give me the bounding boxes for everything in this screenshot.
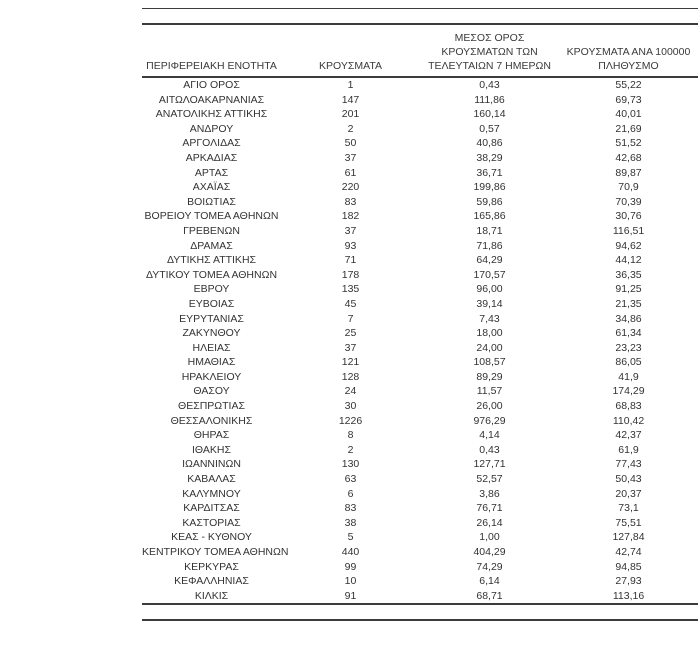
col-header-per100k: [559, 45, 698, 73]
cell-avg7: 64,29: [476, 254, 503, 267]
table-row: [142, 195, 698, 210]
cell-avg7: 26,00: [476, 400, 503, 413]
col-header-avg7-line3: ΤΕΛΕΥΤΑΙΩΝ 7 ΗΜΕΡΩΝ: [428, 60, 551, 72]
cell-cases: 37: [344, 151, 357, 164]
cell-cases: 2: [347, 443, 354, 456]
cell-per100k: 21,69: [615, 122, 642, 135]
cell-cases: 130: [341, 458, 360, 471]
col-header-per100k-line1: ΚΡΟΥΣΜΑΤΑ ΑΝΑ 100000: [566, 46, 691, 58]
cell-region: ΑΙΤΩΛΟΑΚΑΡΝΑΝΙΑΣ: [158, 93, 265, 106]
cell-cases: 128: [341, 370, 360, 383]
table-row: [142, 282, 698, 297]
cell-region: ΔΥΤΙΚΟΥ ΤΟΜΕΑ ΑΘΗΝΩΝ: [145, 268, 278, 281]
table-row: [142, 370, 698, 385]
cell-region: ΕΒΡΟΥ: [193, 283, 230, 296]
cell-cases: 121: [341, 356, 360, 369]
cell-cases: 201: [341, 108, 360, 121]
bottom-rule-gap: [142, 605, 698, 619]
cell-cases: 38: [344, 516, 357, 529]
cell-per100k: 70,39: [615, 195, 642, 208]
cell-per100k: 86,05: [615, 356, 642, 369]
cell-per100k: 21,35: [615, 297, 642, 310]
col-header-avg7-line2: ΚΡΟΥΣΜΑΤΩΝ ΤΩΝ: [441, 46, 538, 58]
cell-per100k: 68,83: [615, 400, 642, 413]
cell-cases: 2: [347, 122, 354, 135]
cell-avg7: 40,86: [476, 137, 503, 150]
cell-region: ΑΝΑΤΟΛΙΚΗΣ ΑΤΤΙΚΗΣ: [155, 108, 268, 121]
cell-region: ΚΑΛΥΜΝΟΥ: [182, 487, 241, 500]
cell-avg7: 7,43: [479, 312, 500, 325]
table-row: [142, 136, 698, 151]
cell-cases: 24: [344, 385, 357, 398]
cell-avg7: 24,00: [476, 341, 503, 354]
cell-avg7: 52,57: [476, 473, 503, 486]
cell-avg7: 1,00: [479, 531, 500, 544]
cell-region: ΔΥΤΙΚΗΣ ΑΤΤΙΚΗΣ: [166, 254, 257, 267]
cell-per100k: 30,76: [615, 210, 642, 223]
cell-per100k: 40,01: [615, 108, 642, 121]
cell-cases: 93: [344, 239, 357, 252]
cell-avg7: 18,71: [476, 224, 503, 237]
table-row: [142, 501, 698, 516]
table-row: [142, 384, 698, 399]
cell-cases: 220: [341, 181, 360, 194]
cell-cases: 45: [344, 297, 357, 310]
cell-region: ΕΥΒΟΙΑΣ: [188, 297, 235, 310]
cell-per100k: 27,93: [615, 575, 642, 588]
cell-avg7: 18,00: [476, 327, 503, 340]
cell-region: ΓΡΕΒΕΝΩΝ: [183, 224, 240, 237]
cell-region: ΑΡΚΑΔΙΑΣ: [185, 151, 238, 164]
cell-avg7: 0,57: [479, 122, 500, 135]
cell-cases: 61: [344, 166, 357, 179]
table-row: [142, 545, 698, 560]
cell-region: ΔΡΑΜΑΣ: [190, 239, 233, 252]
cell-per100k: 127,84: [612, 531, 645, 544]
cell-avg7: 11,57: [476, 385, 503, 398]
cell-avg7: 127,71: [473, 458, 506, 471]
table-header-row: [142, 25, 698, 76]
table-row: [142, 487, 698, 502]
cell-region: ΑΝΔΡΟΥ: [189, 122, 234, 135]
cell-avg7: 3,86: [479, 487, 500, 500]
cell-per100k: 110,42: [612, 414, 645, 427]
table-row: [142, 224, 698, 239]
cell-avg7: 0,43: [479, 79, 500, 91]
cell-avg7: 108,57: [473, 356, 506, 369]
cell-per100k: 41,9: [618, 370, 639, 383]
table-row: [142, 151, 698, 166]
table-row: [142, 312, 698, 327]
cell-per100k: 77,43: [615, 458, 642, 471]
cell-avg7: 26,14: [476, 516, 503, 529]
cell-region: ΑΧΑΪΑΣ: [192, 181, 231, 194]
table-row: [142, 574, 698, 589]
cell-per100k: 94,62: [615, 239, 642, 252]
table-row: [142, 472, 698, 487]
cell-per100k: 61,9: [618, 443, 639, 456]
cell-cases: 25: [344, 327, 357, 340]
cell-cases: 178: [341, 268, 360, 281]
table-row: [142, 560, 698, 575]
cell-cases: 71: [344, 254, 357, 267]
cell-cases: 135: [341, 283, 360, 296]
table-row: [142, 516, 698, 531]
cell-per100k: 116,51: [612, 224, 645, 237]
table-row: [142, 399, 698, 414]
cell-region: ΚΕΝΤΡΙΚΟΥ ΤΟΜΕΑ ΑΘΗΝΩΝ: [142, 546, 289, 558]
cell-cases: 10: [344, 575, 357, 588]
cell-avg7: 59,86: [476, 195, 503, 208]
cell-avg7: 111,86: [474, 93, 505, 106]
cell-avg7: 38,29: [476, 151, 503, 164]
table-row: [142, 93, 698, 108]
cell-avg7: 89,29: [476, 370, 503, 383]
cell-region: ΚΙΛΚΙΣ: [194, 589, 229, 602]
cell-avg7: 74,29: [476, 560, 503, 573]
cell-cases: 5: [347, 531, 354, 544]
cell-avg7: 0,43: [479, 443, 500, 456]
cell-region: ΑΡΓΟΛΙΔΑΣ: [182, 137, 241, 150]
cell-per100k: 36,35: [615, 268, 642, 281]
col-header-per100k-line2: ΠΛΗΘΥΣΜΟ: [598, 60, 659, 72]
cell-region: ΗΜΑΘΙΑΣ: [187, 356, 236, 369]
table-row: [142, 530, 698, 545]
cell-region: ΘΕΣΣΑΛΟΝΙΚΗΣ: [170, 414, 253, 427]
cell-region: ΙΩΑΝΝΙΝΩΝ: [182, 458, 241, 471]
cell-per100k: 91,25: [615, 283, 642, 296]
cell-per100k: 69,73: [615, 93, 642, 106]
cell-region: ΗΡΑΚΛΕΙΟΥ: [181, 370, 242, 383]
cell-cases: 6: [347, 487, 354, 500]
cell-per100k: 55,22: [615, 79, 642, 91]
table-row: [142, 589, 698, 604]
cell-avg7: 6,14: [479, 575, 500, 588]
cell-region: ΚΑΡΔΙΤΣΑΣ: [183, 502, 240, 515]
cell-cases: 83: [344, 195, 357, 208]
cell-per100k: 73,1: [618, 502, 639, 515]
cell-per100k: 174,29: [612, 385, 645, 398]
cell-region: ΕΥΡΥΤΑΝΙΑΣ: [179, 312, 244, 325]
cell-cases: 182: [341, 210, 360, 223]
top-rule-gap: [142, 9, 698, 23]
table-row: [142, 78, 698, 93]
table-row: [142, 180, 698, 195]
cell-avg7: 68,71: [476, 589, 503, 602]
cell-per100k: 50,43: [615, 473, 642, 486]
bottom-outer-rule: [142, 619, 698, 621]
cell-per100k: 23,23: [615, 341, 642, 354]
col-header-avg7: [420, 31, 559, 73]
cell-per100k: 51,52: [615, 137, 642, 150]
cell-region: ΒΟΡΕΙΟΥ ΤΟΜΕΑ ΑΘΗΝΩΝ: [144, 210, 279, 223]
cell-cases: 7: [347, 312, 354, 325]
cell-avg7: 160,14: [473, 108, 506, 121]
cell-per100k: 44,12: [615, 254, 642, 267]
table-row: [142, 268, 698, 283]
cell-avg7: 4,14: [479, 429, 500, 442]
cell-cases: 440: [341, 546, 360, 558]
cell-per100k: 70,9: [618, 181, 639, 194]
table-row: [142, 209, 698, 224]
cell-avg7: 39,14: [476, 297, 503, 310]
col-header-cases: [281, 59, 420, 73]
cell-cases: 91: [344, 589, 357, 602]
table-row: [142, 428, 698, 443]
table-row: [142, 166, 698, 181]
cell-cases: 30: [344, 400, 357, 413]
cell-region: ΚΕΦΑΛΛΗΝΙΑΣ: [174, 575, 249, 588]
cell-avg7: 96,00: [476, 283, 503, 296]
cell-cases: 50: [344, 137, 357, 150]
regional-cases-table: [142, 8, 698, 621]
cell-avg7: 199,86: [473, 181, 506, 194]
cell-region: ΑΡΤΑΣ: [194, 166, 229, 179]
cell-region: ΘΑΣΟΥ: [193, 385, 230, 398]
cell-region: ΘΕΣΠΡΩΤΙΑΣ: [178, 400, 245, 413]
table-row: [142, 297, 698, 312]
cell-region: ΘΗΡΑΣ: [193, 429, 230, 442]
cell-region: ΚΕΑΣ - ΚΥΘΝΟΥ: [171, 531, 252, 544]
cell-avg7: 170,57: [473, 268, 506, 281]
cell-cases: 37: [344, 341, 357, 354]
table-row: [142, 107, 698, 122]
cell-avg7: 36,71: [476, 166, 503, 179]
table-row: [142, 414, 698, 429]
cell-per100k: 89,87: [615, 166, 642, 179]
cell-per100k: 42,68: [615, 151, 642, 164]
cell-avg7: 404,29: [473, 546, 506, 558]
cell-region: ΑΓΙΟ ΟΡΟΣ: [183, 79, 240, 91]
cell-region: ΚΕΡΚΥΡΑΣ: [184, 560, 239, 573]
cell-cases: 147: [341, 93, 360, 106]
cell-region: ΖΑΚΥΝΘΟΥ: [182, 327, 241, 340]
cell-region: ΗΛΕΙΑΣ: [192, 341, 231, 354]
cell-cases: 83: [344, 502, 357, 515]
cell-cases: 8: [347, 429, 354, 442]
col-header-cases-line: ΚΡΟΥΣΜΑΤΑ: [319, 60, 382, 72]
table-body: [142, 78, 698, 603]
cell-per100k: 42,74: [615, 546, 642, 558]
cell-avg7: 76,71: [476, 502, 503, 515]
cell-cases: 1: [347, 79, 354, 91]
cell-cases: 1226: [338, 414, 363, 427]
cell-per100k: 61,34: [615, 327, 642, 340]
table-row: [142, 326, 698, 341]
cell-avg7: 165,86: [473, 210, 506, 223]
table-row: [142, 253, 698, 268]
table-row: [142, 443, 698, 458]
cell-per100k: 113,16: [612, 589, 645, 602]
cell-cases: 99: [344, 560, 357, 573]
col-header-region: [142, 59, 281, 73]
table-row: [142, 355, 698, 370]
cell-per100k: 94,85: [615, 560, 642, 573]
cell-cases: 37: [344, 224, 357, 237]
cell-avg7: 71,86: [476, 239, 503, 252]
cell-region: ΙΘΑΚΗΣ: [192, 443, 231, 456]
cell-region: ΚΑΣΤΟΡΙΑΣ: [182, 516, 241, 529]
table-row: [142, 122, 698, 137]
cell-per100k: 75,51: [615, 516, 642, 529]
cell-per100k: 42,37: [615, 429, 642, 442]
cell-region: ΒΟΙΩΤΙΑΣ: [187, 195, 236, 208]
cell-cases: 63: [344, 473, 357, 486]
cell-region: ΚΑΒΑΛΑΣ: [187, 473, 236, 486]
table-row: [142, 457, 698, 472]
cell-per100k: 34,86: [615, 312, 642, 325]
table-row: [142, 341, 698, 356]
cell-avg7: 976,29: [473, 414, 506, 427]
cell-per100k: 20,37: [615, 487, 642, 500]
col-header-region-line: ΠΕΡΙΦΕΡΕΙΑΚΗ ΕΝΟΤΗΤΑ: [146, 60, 277, 72]
col-header-avg7-line1: ΜΕΣΟΣ ΟΡΟΣ: [454, 32, 525, 44]
table-row: [142, 239, 698, 254]
